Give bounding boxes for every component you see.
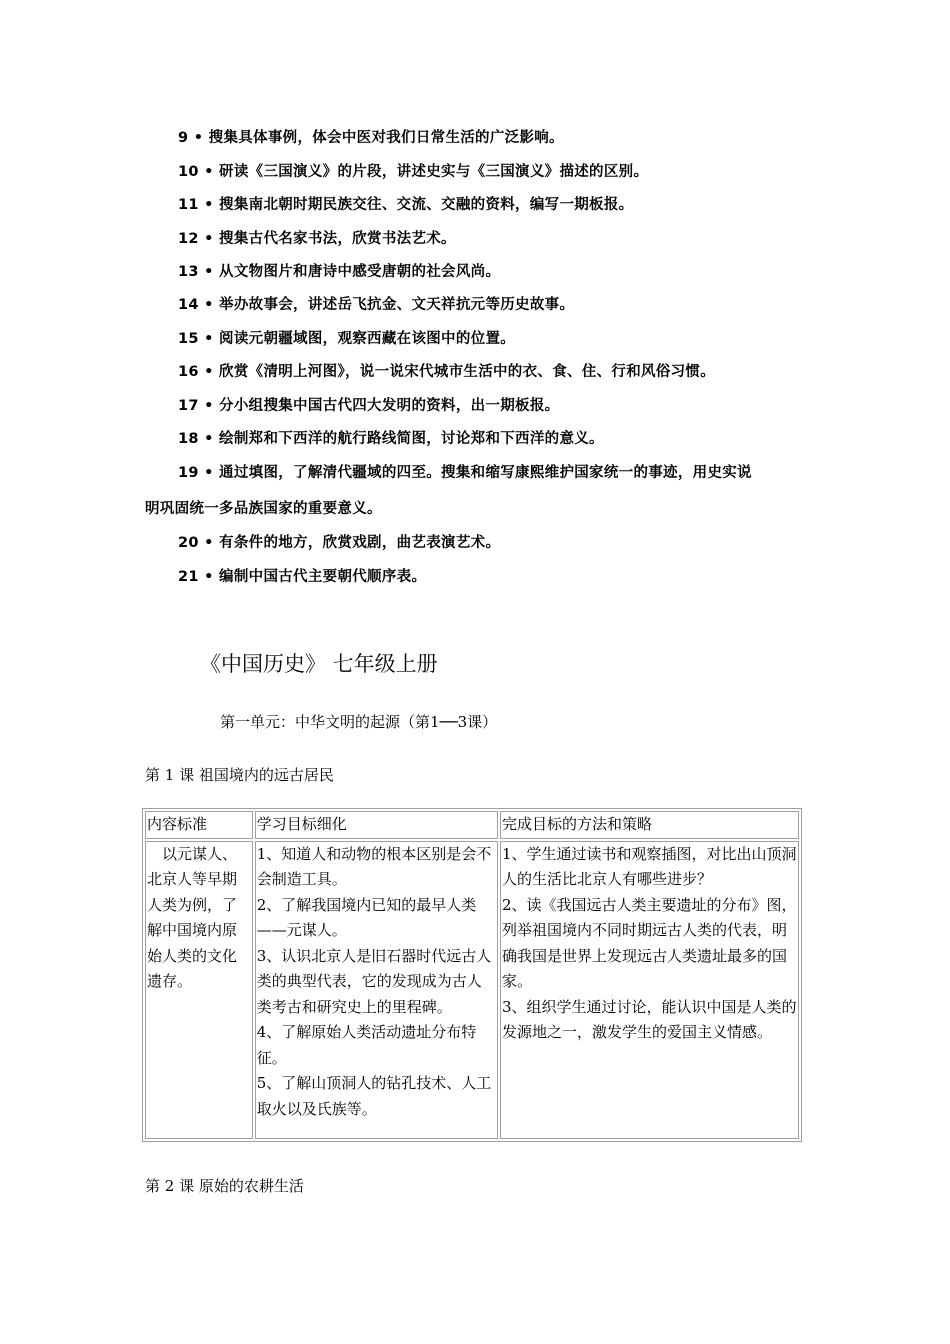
goal-item: 3、认识北京人是旧石器时代远古人类的典型代表，它的发现成为古人类考古和研究史上的里程碑。 (256, 946, 492, 1016)
activity-item-20: 20 • 有条件的地方，欣赏戏剧，曲艺表演艺术。 (178, 535, 501, 551)
goal-item: 1、知道人和动物的根本区别是会不会制造工具。 (256, 844, 492, 888)
learning-goals-cell (255, 841, 498, 1139)
activity-item-10: 10 • 研读《三国演义》的片段，讲述史实与《三国演义》描述的区别。 (178, 164, 649, 180)
goal-item: 4、了解原始人类活动遗址分布特征。 (256, 1023, 477, 1067)
activity-item-9: 9 • 搜集具体事例，体会中医对我们日常生活的广泛影响。 (178, 130, 564, 146)
activity-item-19: 19 • 通过填图，了解清代疆域的四至。搜集和缩写康熙维护国家统一的事迹，用史实说 (178, 465, 752, 481)
lesson-2-title: 第 2 课 原始的农耕生活 (145, 1177, 304, 1195)
lesson-1-table (142, 808, 802, 1142)
activity-item-12: 12 • 搜集古代名家书法，欣赏书法艺术。 (178, 231, 456, 247)
content-standard-text: 以元谋人、北京人等早期人类为例，了解中国境内原始人类的文化遗存。 (147, 844, 238, 990)
method-item: 3、组织学生通过讨论，能认识中国是人类的发源地之一，激发学生的爱国主义情感。 (501, 997, 797, 1041)
methods-cell (500, 841, 799, 1139)
lesson-1-title: 第 1 课 祖国境内的远古居民 (145, 766, 334, 784)
activity-item-11: 11 • 搜集南北朝时期民族交往、交流、交融的资料，编写一期板报。 (178, 197, 634, 213)
activity-item-21: 21 • 编制中国古代主要朝代顺序表。 (178, 569, 427, 585)
activity-item-17: 17 • 分小组搜集中国古代四大发明的资料，出一期板报。 (178, 398, 560, 414)
activity-item-16: 16 • 欣赏《清明上河图》，说一说宋代城市生活中的衣、食、住、行和风俗习惯。 (178, 364, 715, 380)
method-item: 2、读《我国远古人类主要遗址的分布》图，列举祖国境内不同时期远古人类的代表，明确我国是世界上发现远古人类遗址最多的国家。 (501, 895, 797, 990)
header-content-standard: 内容标准 (145, 811, 253, 839)
goal-item: 5、了解山顶洞人的钻孔技术、人工取火以及氏族等。 (256, 1074, 492, 1118)
unit-title: 第一单元：中华文明的起源（第1──3课） (220, 713, 498, 731)
header-learning-goals: 学习目标细化 (255, 811, 498, 839)
book-title: 《中国历史》 七年级上册 (200, 652, 438, 676)
activity-item-13: 13 • 从文物图片和唐诗中感受唐朝的社会风尚。 (178, 264, 501, 280)
activity-item-15: 15 • 阅读元朝疆域图，观察西藏在该图中的位置。 (178, 331, 516, 347)
activity-item-19-continuation: 明巩固统一多品族国家的重要意义。 (145, 501, 382, 517)
method-item: 1、学生通过读书和观察插图，对比出山顶洞人的生活比北京人有哪些进步？ (501, 844, 797, 888)
content-standard-cell (145, 841, 253, 1139)
goal-item: 2、了解我国境内已知的最早人类——元谋人。 (256, 895, 477, 939)
table-row (145, 841, 799, 1139)
activity-item-14: 14 • 举办故事会，讲述岳飞抗金、文天祥抗元等历史故事。 (178, 297, 575, 313)
table-header-row (145, 811, 799, 839)
header-methods: 完成目标的方法和策略 (500, 811, 799, 839)
activity-item-18: 18 • 绘制郑和下西洋的航行路线简图，讨论郑和下西洋的意义。 (178, 431, 604, 447)
